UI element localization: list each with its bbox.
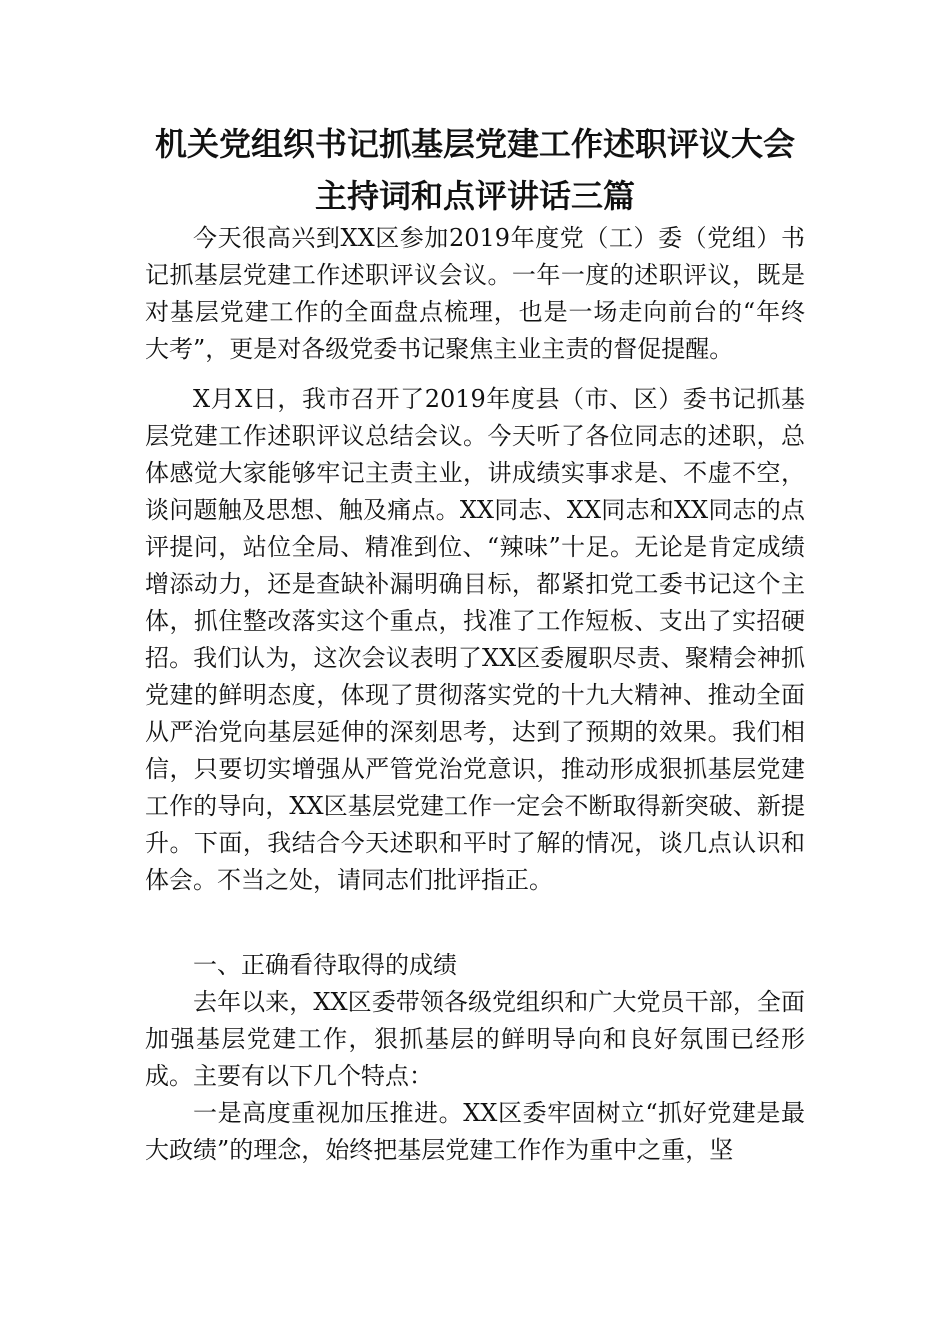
document-title: 机关党组织书记抓基层党建工作述职评议大会主持词和点评讲话三篇 (154, 125, 795, 215)
document-body (145, 220, 805, 1169)
paragraph-meeting-summary: X月X日，我市召开了2019年度县（市、区）委书记抓基层党建工作述职评议总结会议。今天听了各位同志的述职，总体感觉大家能够牢记主责主业，讲成绩实事求是、不虚不空，谈问题触及思想、触及痛点。XX同志、XX同志和XX同志的点评提问，站位全局、精准到位、“辣味”十足。无论是肯定成绩增添动力，还是查缺补漏明确目标，都紧扣党工委书记这个主体，抓住整改落实这个重点，找准了工作短板、支出了实招硬招。我们认为，这次会议表明了XX区委履职尽责、聚精会神抓党建的鲜明态度，体现了贯彻落实党的十九大精神、推动全面从严治党向基层延伸的深刻思考，达到了预期的效果。我们相信，只要切实增强从严管党治党意识，推动形成狠抓基层党建工作的导向，XX区基层党建工作一定会不断取得新突破、新提升。下面，我结合今天述职和平时了解的情况，谈几点认识和体会。不当之处，请同志们批评指正。 (145, 385, 805, 894)
paragraph-overview: 去年以来，XX区委带领各级党组织和广大党员干部，全面加强基层党建工作，狠抓基层的鲜明导向和良好氛围已经形成。主要有以下几个特点： (145, 988, 805, 1090)
section-heading: 一、正确看待取得的成绩 (193, 951, 457, 979)
paragraph-point-one: 一是高度重视加压推进。XX区委牢固树立“抓好党建是最大政绩”的理念，始终把基层党建工作作为重中之重，坚 (145, 1099, 805, 1164)
paragraph-intro: 今天很高兴到XX区参加2019年度党（工）委（党组）书记抓基层党建工作述职评议会议。一年一度的述职评议，既是对基层党建工作的全面盘点梳理，也是一场走向前台的“年终大考”，更是对各级党委书记聚焦主业主责的督促提醒。 (145, 224, 805, 363)
